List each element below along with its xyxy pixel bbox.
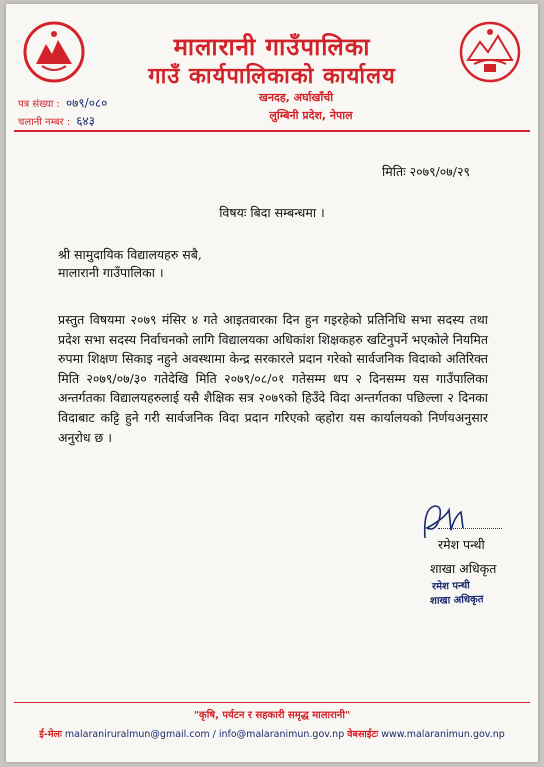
signatory-designation: शाखा अधिकृत: [430, 561, 497, 576]
reference-number-value: ०७९/०८०: [65, 96, 108, 110]
signatory-name: रमेश पन्थी: [438, 537, 485, 552]
recipient-line-1: श्री सामुदायिक विद्यालयहरु सबै,: [58, 247, 202, 262]
office-name: गाउँ कार्यपालिकाको कार्यालय: [148, 64, 396, 89]
reference-number-label: पत्र संख्या :: [18, 99, 60, 110]
municipality-name: मालारानी गाउँपालिका: [173, 33, 371, 61]
email-label: ई-मेलः: [39, 729, 62, 740]
footer-divider: [14, 702, 530, 703]
stamp-designation: शाखा अधिकृत: [429, 594, 484, 607]
dispatch-number: [18, 112, 95, 129]
reference-number: [18, 94, 107, 111]
signature-line: [438, 528, 502, 529]
letter-subject: विषयः बिदा सम्बन्धमा ।: [219, 205, 325, 220]
footer-slogan: "कृषि, पर्यटन र सहकारी समृद्ध मालारानी": [193, 710, 351, 721]
footer-contact: [0, 727, 544, 740]
office-province: लुम्बिनी प्रदेश, नेपाल: [269, 109, 353, 122]
office-location: खनदह, अर्घाखाँची: [258, 91, 334, 104]
website-label: वेबसाईटः: [347, 729, 379, 740]
header-divider: [14, 130, 530, 132]
email-value[interactable]: malaraniruralmun@gmail.com / info@malaranimun.gov.np: [64, 729, 345, 740]
recipient-line-2: मालारानी गाउँपालिका ।: [58, 265, 164, 280]
letter-body: प्रस्तुत विषयमा २०७९ मंसिर ४ गते आइतवारका दिन हुन गइरहेको प्रतिनिधि सभा सदस्य तथा प्रदेश सभा सदस्य निर्वाचनको लागि विद्यालयका अधिकांश शिक्षकहरु खटिनुपर्ने भएकोले नियमित रुपमा शिक्षण सिकाइ नहुने अवस्थामा केन्द्र सरकारले प्रदान गरेको सार्वजनिक विदाको अतिरिक्त मिति २०७९/०७/३० गतेदेखि मिति २०७९/०८/०१ गतेसम्म थप २ दिनसम्म यस गाउँपालिका अन्तर्गतका विद्यालयहरुलाई यसै शैक्षिक सत्र २०७९को हिउँदे विदा अन्तर्गतका पछिल्ला २ दिनका विदाबाट कट्टि हुने गरी सार्वजनिक विदा प्रदान गरिएको व्हहोरा यस कार्यालयको निर्णयअनुसार अनुरोध छ ।: [58, 312, 488, 445]
letter-date: मितिः २०७९/०७/२९: [382, 164, 470, 179]
website-value[interactable]: www.malaranimun.gov.np: [381, 729, 505, 740]
dispatch-number-label: चलानी नम्बर :: [18, 117, 71, 128]
dispatch-number-value: ६४३: [76, 114, 95, 128]
stamp-name: रमेश पन्थी: [431, 580, 470, 593]
